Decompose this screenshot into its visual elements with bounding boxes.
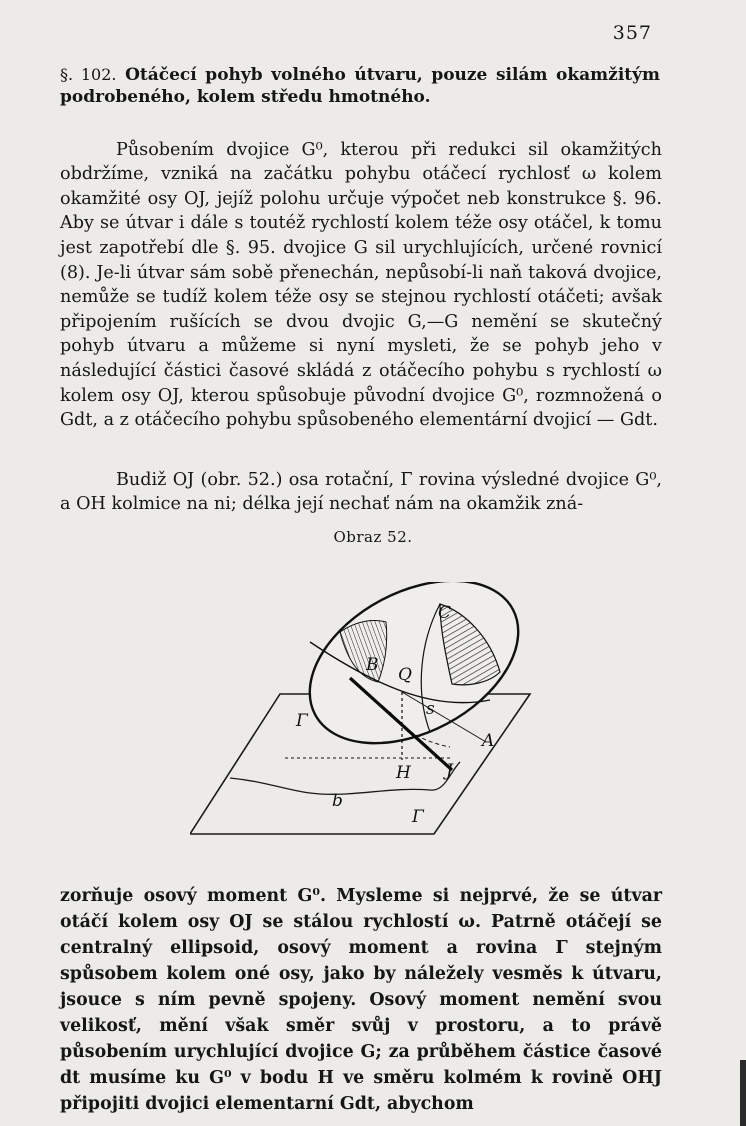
section-title: Otáčecí pohyb volného útvaru, pouze silám okamžitým podrobeného, kolem středu hmotného. (60, 65, 660, 107)
paragraph-2: Budiž OJ (obr. 52.) osa rotační, Γ rovina výsledné dvojice G⁰, a OH kolmice na ni; délka její nechať nám na okamžik zná- (60, 469, 662, 515)
section-number: §. 102. (60, 65, 117, 84)
label-b: B (366, 655, 379, 675)
label-gamma-lower: Γ (412, 807, 424, 827)
figure-caption: Obraz 52. (333, 528, 413, 546)
paragraph-1: Působením dvojice G⁰, kterou při redukci sil okamžitých obdržíme, vzniká na začátku pohybu otáčecí rychlosť ω kolem okamžité osy OJ, jejíž polohu určuje výpočet neb konstrukce §. 96. Aby se útvar i dále s toutéž rychlostí kolem téže osy otáčel, k tomu jest zapotřebí dle §. 95. dvojice G sil urychlujících, určené rovnicí (8). Je-li útvar sám sobě přenechán, nepůsobí-li naň taková dvojice, nemůže se tudíž kolem téže osy se stejnou rychlostí otáčeti; avšak připojením rušících se dvou dvojic G,—G nemění se skutečný pohyb útvaru a můžeme si nyní mysleti, že se pohyb jeho v následující částici časové skládá z otáčecího pohybu s rychlostí ω kolem osy OJ, kterou spůsobuje původní dvojice G⁰, rozmnožená o Gdt, a z otáčecího pohybu spůsobeného elementární dvojicí — Gdt. (60, 139, 662, 431)
page-number: 357 (612, 22, 652, 44)
section-heading (60, 64, 660, 108)
label-q: Q (398, 665, 412, 685)
label-s: s (426, 699, 435, 719)
label-b-small: b (332, 791, 343, 811)
figure-52-ellipsoid-diagram (190, 582, 670, 842)
trace-curve (230, 762, 460, 794)
label-j: J (446, 761, 453, 781)
label-a: A (482, 731, 495, 751)
label-h: H (396, 763, 411, 783)
label-c: C (438, 603, 452, 623)
central-ellipsoid (282, 582, 546, 776)
label-gamma-upper: Γ (296, 711, 308, 731)
page-edge-shadow (740, 1060, 746, 1126)
paragraph-3: zorňuje osový moment G⁰. Mysleme si nejprvé, že se útvar otáčí kolem osy OJ se stálou rychlostí ω. Patrně otáčejí se centralný ellipsoid, osový moment a rovina Γ stejným spůsobem kolem oné osy, jako by náležely vesměs k útvaru, jsouce s ním pevně spojeny. Osový moment nemění svou velikosť, mění však směr svůj v prostoru, a to právě působením urychlující dvojice G; za průběhem částice časové dt musíme ku G⁰ v bodu H ve směru kolmém k rovině OHJ připojiti dvojici elementarní Gdt, abychom (60, 886, 662, 1115)
ellipsoid-plane-illustration (190, 582, 670, 842)
